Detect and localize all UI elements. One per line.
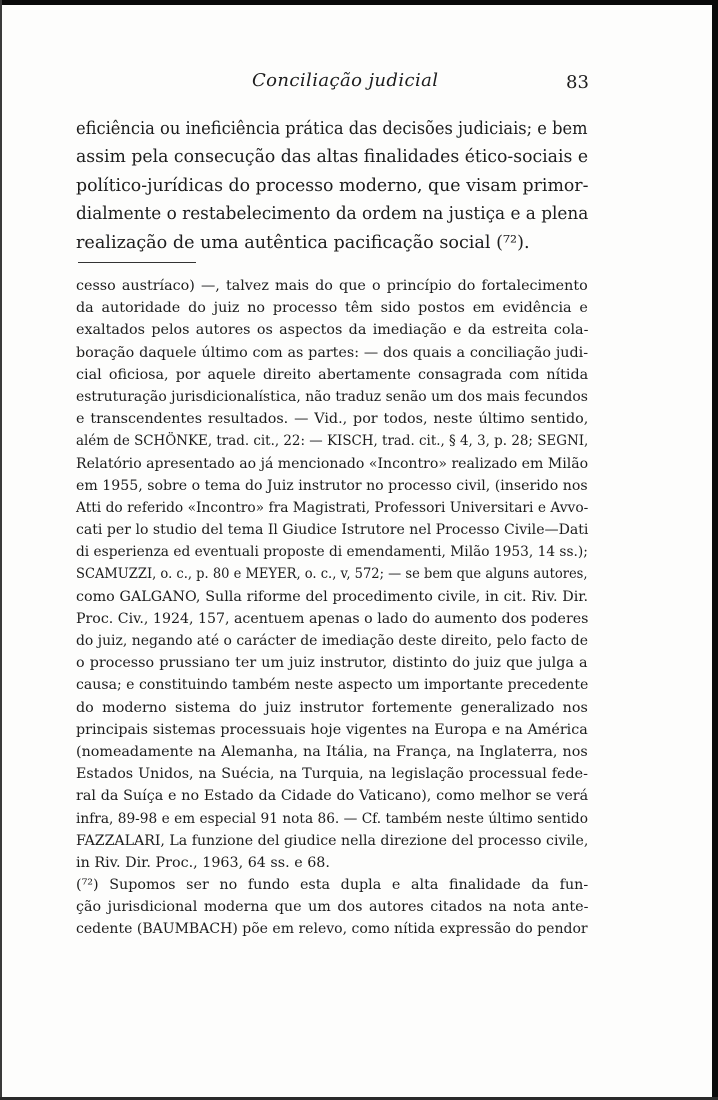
footnote-line: Estados Unidos, na Suécia, na Turquia, na legislação processual fede- [76,766,588,783]
footnote-line: do juiz, negando até o carácter de imediação deste direito, pelo facto de [76,633,588,649]
body-line: assim pela consecução das altas finalidades ético-sociais e [76,147,589,168]
body-line: eficiência ou ineficiência prática das decisões judiciais; e bem [76,119,588,139]
footnote-line: Proc. Civ., 1924, 157, acentuem apenas o lado do aumento dos poderes [76,610,589,627]
footnote-line: (⁷²) Supomos ser no fundo esta dupla e alta finalidade da fun- [76,877,589,894]
body-line: realização de uma autêntica pacificação social (⁷²). [76,232,530,253]
scan-border-right [712,0,718,1100]
footnote-line: (nomeadamente na Alemanha, na Itália, na França, na Inglaterra, nos [76,743,588,760]
footnote-line: FAZZALARI, La funzione del giudice nella direzione del processo civile, [76,832,589,849]
footnote-line: exaltados pelos autores os aspectos da imediação e da estreita cola- [76,322,589,339]
footnote-line: em 1955, sobre o tema do Juiz instrutor no processo civil, (inserido nos [76,477,588,494]
scan-border-left [0,0,2,1100]
footnote-line: além de SCHÖNKE, trad. cit., 22: — KISCH, trad. cit., § 4, 3, p. 28; SEGNI, [76,433,589,450]
scan-border-top [0,0,718,5]
footnote-separator [78,262,196,263]
footnote-line: do moderno sistema do juiz instrutor fortemente generalizado nos [76,699,588,716]
body-line: dialmente o restabelecimento da ordem na justiça e a plena [76,204,589,225]
footnote-line: estruturação jurisdicionalística, não traduz senão um dos mais fecundos [76,388,588,405]
running-title: Conciliação judicial [252,70,439,91]
footnote-line: cesso austríaco) —, talvez mais do que o princípio do fortalecimento [76,278,588,294]
footnote-line: da autoridade do juiz no processo têm sido postos em evidência e [76,300,588,317]
footnote-line: e transcendentes resultados. — Vid., por todos, neste último sentido, [76,411,589,428]
body-line: político-jurídicas do processo moderno, que visam primor- [76,175,589,196]
body-paragraph [76,115,588,257]
footnote-line: ral da Suíça e no Estado da Cidade do Vaticano), como melhor se verá [76,788,589,805]
footnote-line: in Riv. Dir. Proc., 1963, 64 ss. e 68. [76,854,330,871]
footnotes-block [76,275,588,941]
footnote-line: cial oficiosa, por aquele direito abertamente consagrada com nítida [76,366,589,383]
footnote-line: infra, 89-98 e em especial 91 nota 86. — Cf. também neste último sentido [76,810,588,827]
footnote-line: SCAMUZZI, o. c., p. 80 e MEYER, o. c., v, 572; — se bem que alguns autores, [76,566,588,583]
footnote-line: causa; e constituindo também neste aspecto um importante precedente [76,677,589,694]
footnote-line: Atti do referido «Incontro» fra Magistrati, Professori Universitari e Avvo- [76,499,589,516]
footnote-line: como GALGANO, Sulla riforme del procedimento civile, in cit. Riv. Dir. [76,588,589,605]
footnote-line: principais sistemas processuais hoje vigentes na Europa e na América [76,721,588,738]
footnote-line: cati per lo studio del tema Il Giudice Istrutore nel Processo Civile—Dati [76,522,589,539]
footnote-line: ção jurisdicional moderna que um dos autores citados na nota ante- [76,899,589,916]
page-header [0,70,718,100]
page-number: 83 [566,72,589,93]
footnote-line: Relatório apresentado ao já mencionado «Incontro» realizado em Milão [76,455,589,472]
footnote-line: cedente (BAUMBACH) põe em relevo, como nítida expressão do pendor [76,921,588,938]
footnote-line: boração daquele último com as partes: — dos quais a conciliação judi- [76,344,589,361]
footnote-line: o processo prussiano ter um juiz instrutor, distinto do juiz que julga a [76,655,588,672]
footnote-line: di esperienza ed eventuali proposte di emendamenti, Milão 1953, 14 ss.); [76,544,588,561]
